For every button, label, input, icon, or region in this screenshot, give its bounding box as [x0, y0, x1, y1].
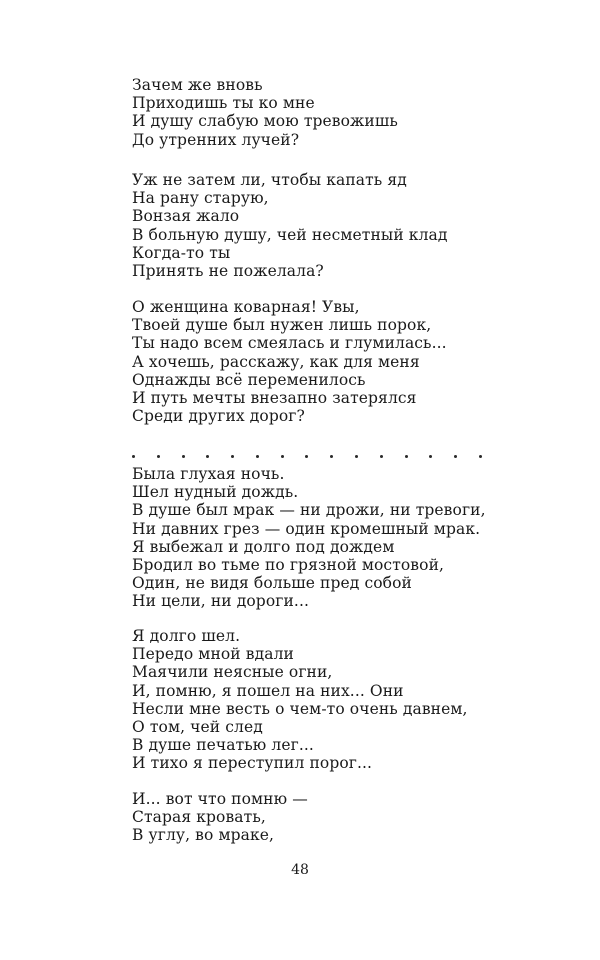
- verse-line: Ты надо всем смеялась и глумилась...: [132, 334, 447, 353]
- verse-line: Передо мной вдали: [132, 645, 294, 664]
- separator-dot: [355, 455, 358, 458]
- verse-line: Ни цели, ни дороги...: [132, 592, 309, 611]
- verse-line: Один, не видя больше пред собой: [132, 574, 412, 593]
- verse-line: В душе был мрак — ни дрожи, ни тревоги,: [132, 501, 486, 520]
- separator-dot: [281, 455, 284, 458]
- verse-line: Ни давних грез — один кромешный мрак.: [132, 519, 481, 538]
- section-separator-dots: [132, 448, 482, 464]
- verse-line: На рану старую,: [132, 189, 269, 208]
- verse-line: И душу слабую мою тревожишь: [132, 112, 398, 131]
- verse-line: Несли мне весть о чем-то очень давнем,: [132, 699, 468, 718]
- verse-line: Однажды всё переменилось: [132, 370, 366, 389]
- separator-dot: [330, 455, 333, 458]
- verse-line: Шел нудный дождь.: [132, 483, 299, 502]
- verse-line: Принять не пожелала?: [132, 262, 324, 281]
- verse-line: И... вот что помню —: [132, 790, 308, 808]
- verse-line: Я долго шел.: [132, 627, 241, 645]
- verse-line: В душе печатью лег...: [132, 736, 314, 755]
- verse-line: Твоей душе был нужен лишь порок,: [132, 316, 432, 335]
- stanza-4: [132, 465, 486, 611]
- page-number: 48: [291, 862, 309, 878]
- verse-line: О том, чей след: [132, 718, 263, 737]
- verse-line: Маячили неясные огни,: [132, 663, 333, 682]
- verse-line: В больную душу, чей несметный клад: [132, 225, 448, 244]
- verse-line: Приходишь ты ко мне: [132, 94, 315, 113]
- separator-dot: [405, 455, 408, 458]
- separator-dot: [380, 455, 383, 458]
- verse-line: И тихо я переступил порог...: [132, 754, 373, 773]
- stanza-3: [132, 298, 447, 425]
- separator-dot: [132, 455, 135, 458]
- verse-line: И, помню, я пошел на них... Они: [132, 681, 404, 700]
- separator-dot: [429, 455, 432, 458]
- verse-line: До утренних лучей?: [132, 130, 300, 149]
- verse-line: Вонзая жало: [132, 207, 240, 226]
- verse-line: А хочешь, расскажу, как для меня: [132, 352, 420, 371]
- separator-dot: [479, 455, 482, 458]
- verse-line: Старая кровать,: [132, 808, 266, 827]
- verse-line: Я выбежал и долго под дождем: [132, 537, 395, 556]
- separator-dot: [157, 455, 160, 458]
- separator-dot: [256, 455, 259, 458]
- verse-line: Зачем же вновь: [132, 76, 263, 94]
- separator-dot: [454, 455, 457, 458]
- verse-line: О женщина коварная! Увы,: [132, 298, 360, 316]
- verse-line: В углу, во мраке,: [132, 826, 275, 845]
- verse-line: Когда-то ты: [132, 243, 231, 262]
- stanza-2: [132, 171, 448, 280]
- verse-line: Среди других дорог?: [132, 407, 305, 426]
- separator-dot: [305, 455, 308, 458]
- verse-line: Уж не затем ли, чтобы капать яд: [132, 171, 407, 189]
- stanza-6: [132, 790, 308, 845]
- separator-dot: [231, 455, 234, 458]
- verse-line: Была глухая ночь.: [132, 465, 285, 483]
- separator-dot: [182, 455, 185, 458]
- stanza-5: [132, 627, 468, 773]
- verse-line: И путь мечты внезапно затерялся: [132, 389, 417, 408]
- stanza-1: [132, 76, 398, 149]
- separator-dot: [206, 455, 209, 458]
- verse-line: Бродил во тьме по грязной мостовой,: [132, 556, 445, 575]
